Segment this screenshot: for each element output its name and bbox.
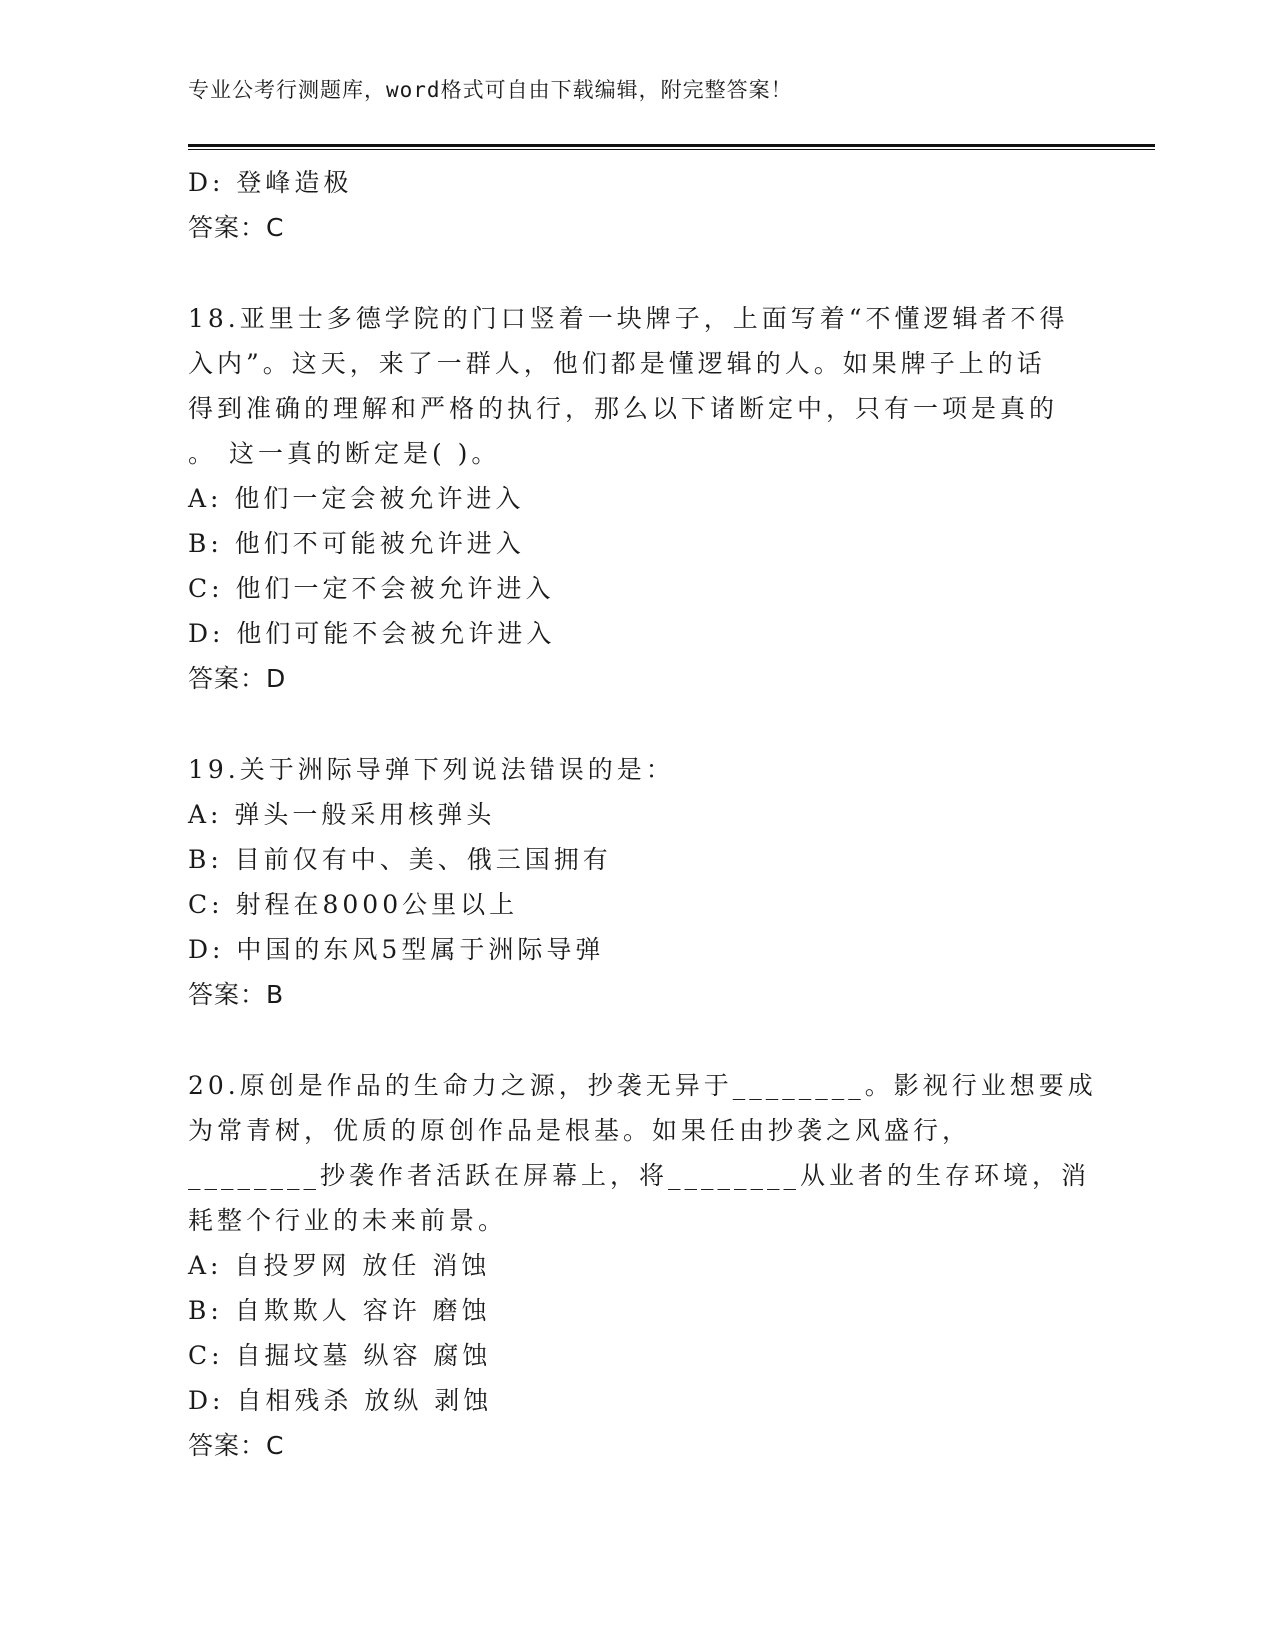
q18-stem-line-2: 入内”。这天，来了一群人，他们都是懂逻辑的人。如果牌子上的话 <box>188 349 1046 378</box>
q18-answer: 答案：D <box>188 664 287 693</box>
spacer <box>188 1017 1088 1063</box>
spacer <box>188 250 1088 296</box>
q18-option-c: C: 他们一定不会被允许进入 <box>188 574 555 603</box>
q18-stem-line-1: 18.亚里士多德学院的门口竖着一块牌子，上面写着“不懂逻辑者不得 <box>188 304 1069 333</box>
spacer <box>188 701 1088 747</box>
header-divider <box>188 144 1155 150</box>
prev-answer: 答案：C <box>188 213 285 242</box>
q19-stem: 19.关于洲际导弹下列说法错误的是： <box>188 755 675 784</box>
q18-option-a: A: 他们一定会被允许进入 <box>188 484 525 513</box>
q19-option-c: C: 射程在8000公里以上 <box>188 890 519 919</box>
q18-stem-line-3: 得到准确的理解和严格的执行，那么以下诸断定中，只有一项是真的 <box>188 394 1059 423</box>
prev-option-d: D: 登峰造极 <box>188 168 353 197</box>
q20-stem-line-4: 耗整个行业的未来前景。 <box>188 1206 508 1235</box>
q20-stem-line-2: 为常青树，优质的原创作品是根基。如果任由抄袭之风盛行， <box>188 1116 972 1145</box>
q20-stem-line-1: 20.原创是作品的生命力之源，抄袭无异于________。影视行业想要成 <box>188 1071 1097 1100</box>
q20-option-b: B: 自欺欺人 容许 磨蚀 <box>188 1296 491 1325</box>
q19-option-a: A: 弹头一般采用核弹头 <box>188 800 496 829</box>
q19-option-b: B: 目前仅有中、美、俄三国拥有 <box>188 845 612 874</box>
q19-answer: 答案：B <box>188 980 285 1009</box>
q20-option-a: A: 自投罗网 放任 消蚀 <box>188 1251 491 1280</box>
q18-option-b: B: 他们不可能被允许进入 <box>188 529 525 558</box>
question-content <box>188 160 1097 1468</box>
q20-stem-line-3: ________抄袭作者活跃在屏幕上，将________从业者的生存环境，消 <box>188 1161 1091 1190</box>
q20-option-c: C: 自掘坟墓 纵容 腐蚀 <box>188 1341 492 1370</box>
q19-option-d: D: 中国的东风5型属于洲际导弹 <box>188 935 605 964</box>
page-header: 专业公考行测题库，word格式可自由下载编辑，附完整答案！ <box>188 78 793 102</box>
q20-answer: 答案：C <box>188 1431 285 1460</box>
q18-option-d: D: 他们可能不会被允许进入 <box>188 619 556 648</box>
q20-option-d: D: 自相残杀 放纵 剥蚀 <box>188 1386 493 1415</box>
q18-stem-line-4: 。 这一真的断定是( )。 <box>188 439 501 468</box>
